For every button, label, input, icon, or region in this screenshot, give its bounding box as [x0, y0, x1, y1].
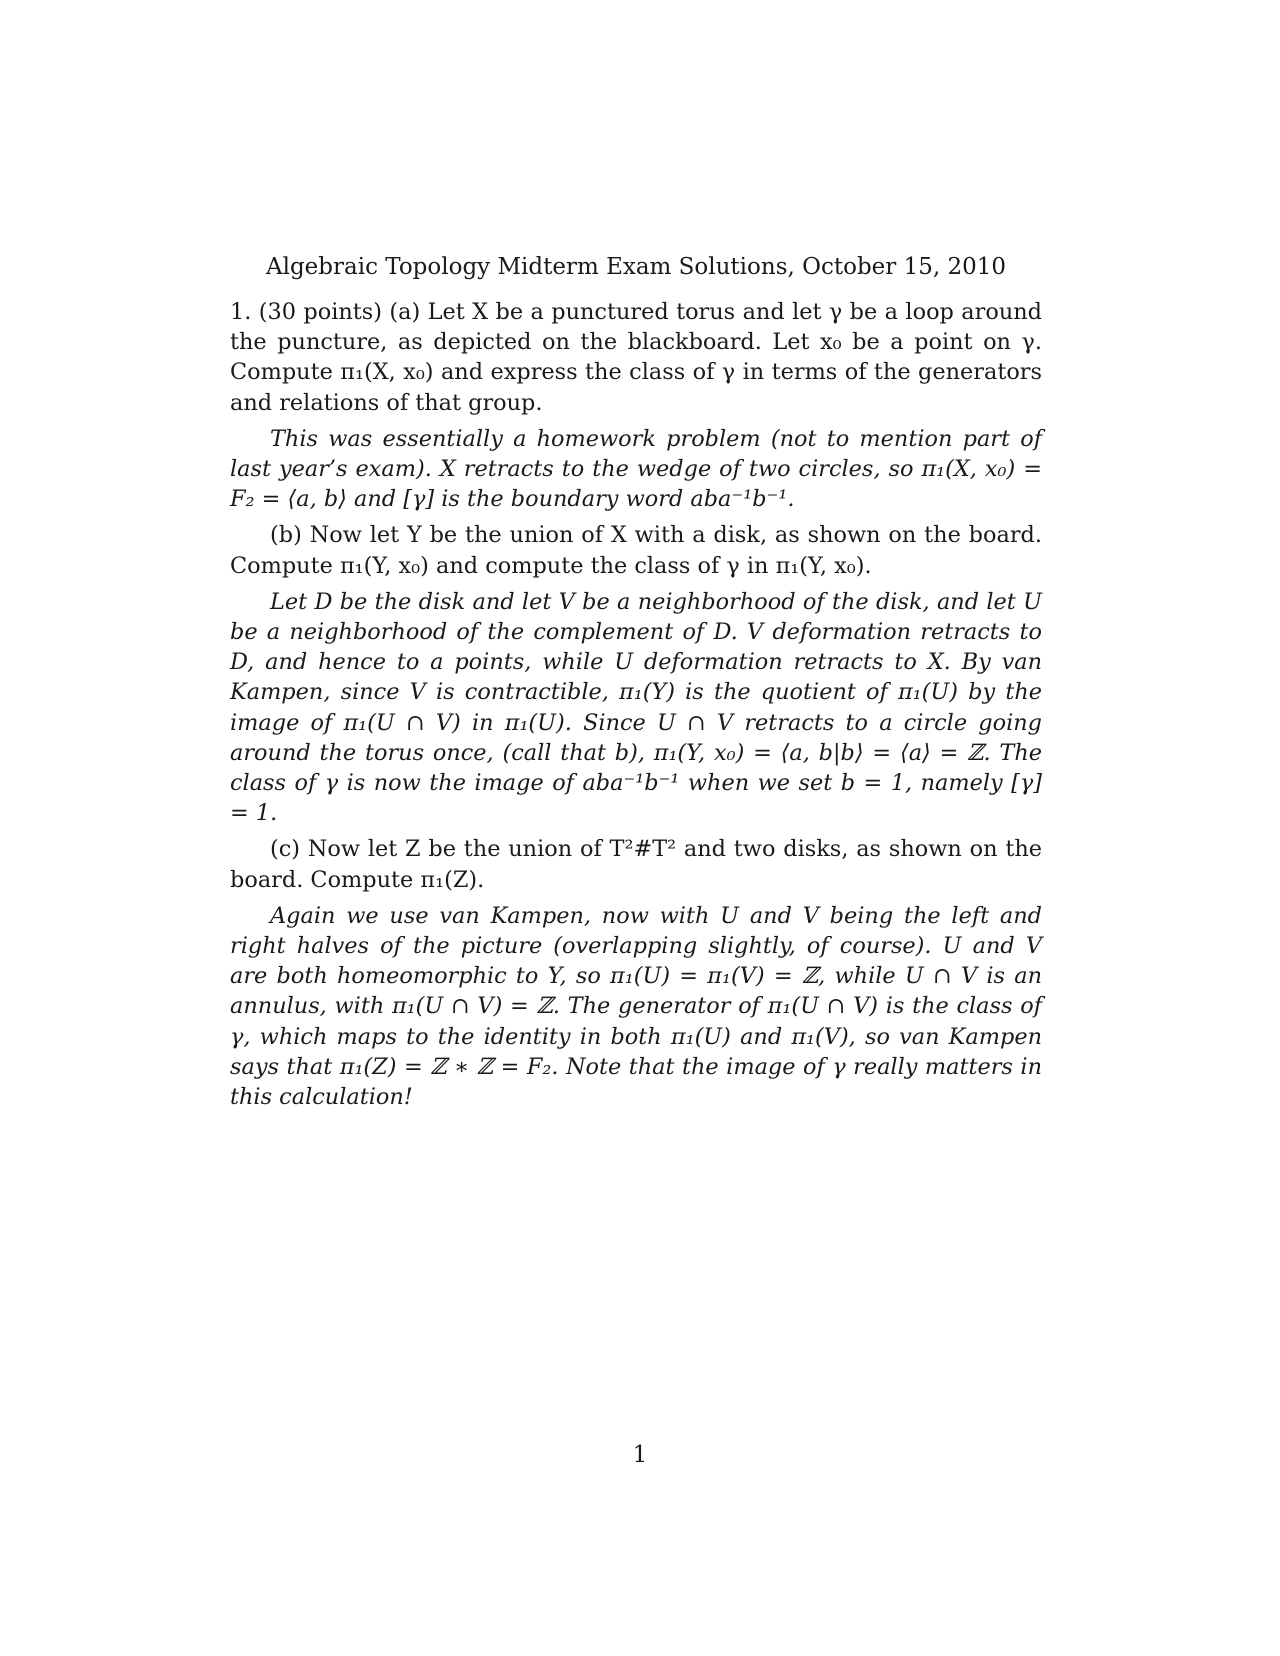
question-1a: 1. (30 points) (a) Let X be a punctured torus and let γ be a loop around the puncture, as depicted on the blackboard. Let x₀ be a point on γ. Compute π₁(X, x₀) and express the class of γ in terms of the generators and relations of that group.	[230, 299, 1042, 416]
document-title: Algebraic Topology Midterm Exam Solutions, October 15, 2010	[265, 254, 1007, 280]
page-number: 1	[632, 1442, 648, 1468]
question-1c: (c) Now let Z be the union of T²#T² and two disks, as shown on the board. Compute π₁(Z).	[230, 836, 1042, 893]
solution-1b: Let D be the disk and let V be a neighborhood of the disk, and let U be a neighborhood of the complement of D. V deformation retracts to D, and hence to a points, while U deformation retracts to X. By van Kampen, since V is contractible, π₁(Y) is the quotient of π₁(U) by the image of π₁(U ∩ V) in π₁(U). Since U ∩ V retracts to a circle going around the torus once, (call that b), π₁(Y, x₀) = ⟨a, b|b⟩ = ⟨a⟩ = ℤ. The class of γ is now the image of aba⁻¹b⁻¹ when we set b = 1, namely [γ] = 1.	[230, 588, 1042, 827]
solution-1c: Again we use van Kampen, now with U and V being the left and right halves of the picture (overlapping slightly, of course). U and V are both homeomorphic to Y, so π₁(U) = π₁(V) = ℤ, while U ∩ V is an annulus, with π₁(U ∩ V) = ℤ. The generator of π₁(U ∩ V) is the class of γ, which maps to the identity in both π₁(U) and π₁(V), so van Kampen says that π₁(Z) = ℤ ∗ ℤ = F₂. Note that the image of γ really matters in this calculation!	[230, 902, 1042, 1111]
solution-1a: This was essentially a homework problem (not to mention part of last year’s exam). X retracts to the wedge of two circles, so π₁(X, x₀) = F₂ = ⟨a, b⟩ and [γ] is the boundary word aba⁻¹b⁻¹.	[230, 425, 1042, 513]
question-1b: (b) Now let Y be the union of X with a disk, as shown on the board. Compute π₁(Y, x₀) and compute the class of γ in π₁(Y, x₀).	[230, 522, 1042, 579]
document-page	[230, 252, 1042, 1118]
